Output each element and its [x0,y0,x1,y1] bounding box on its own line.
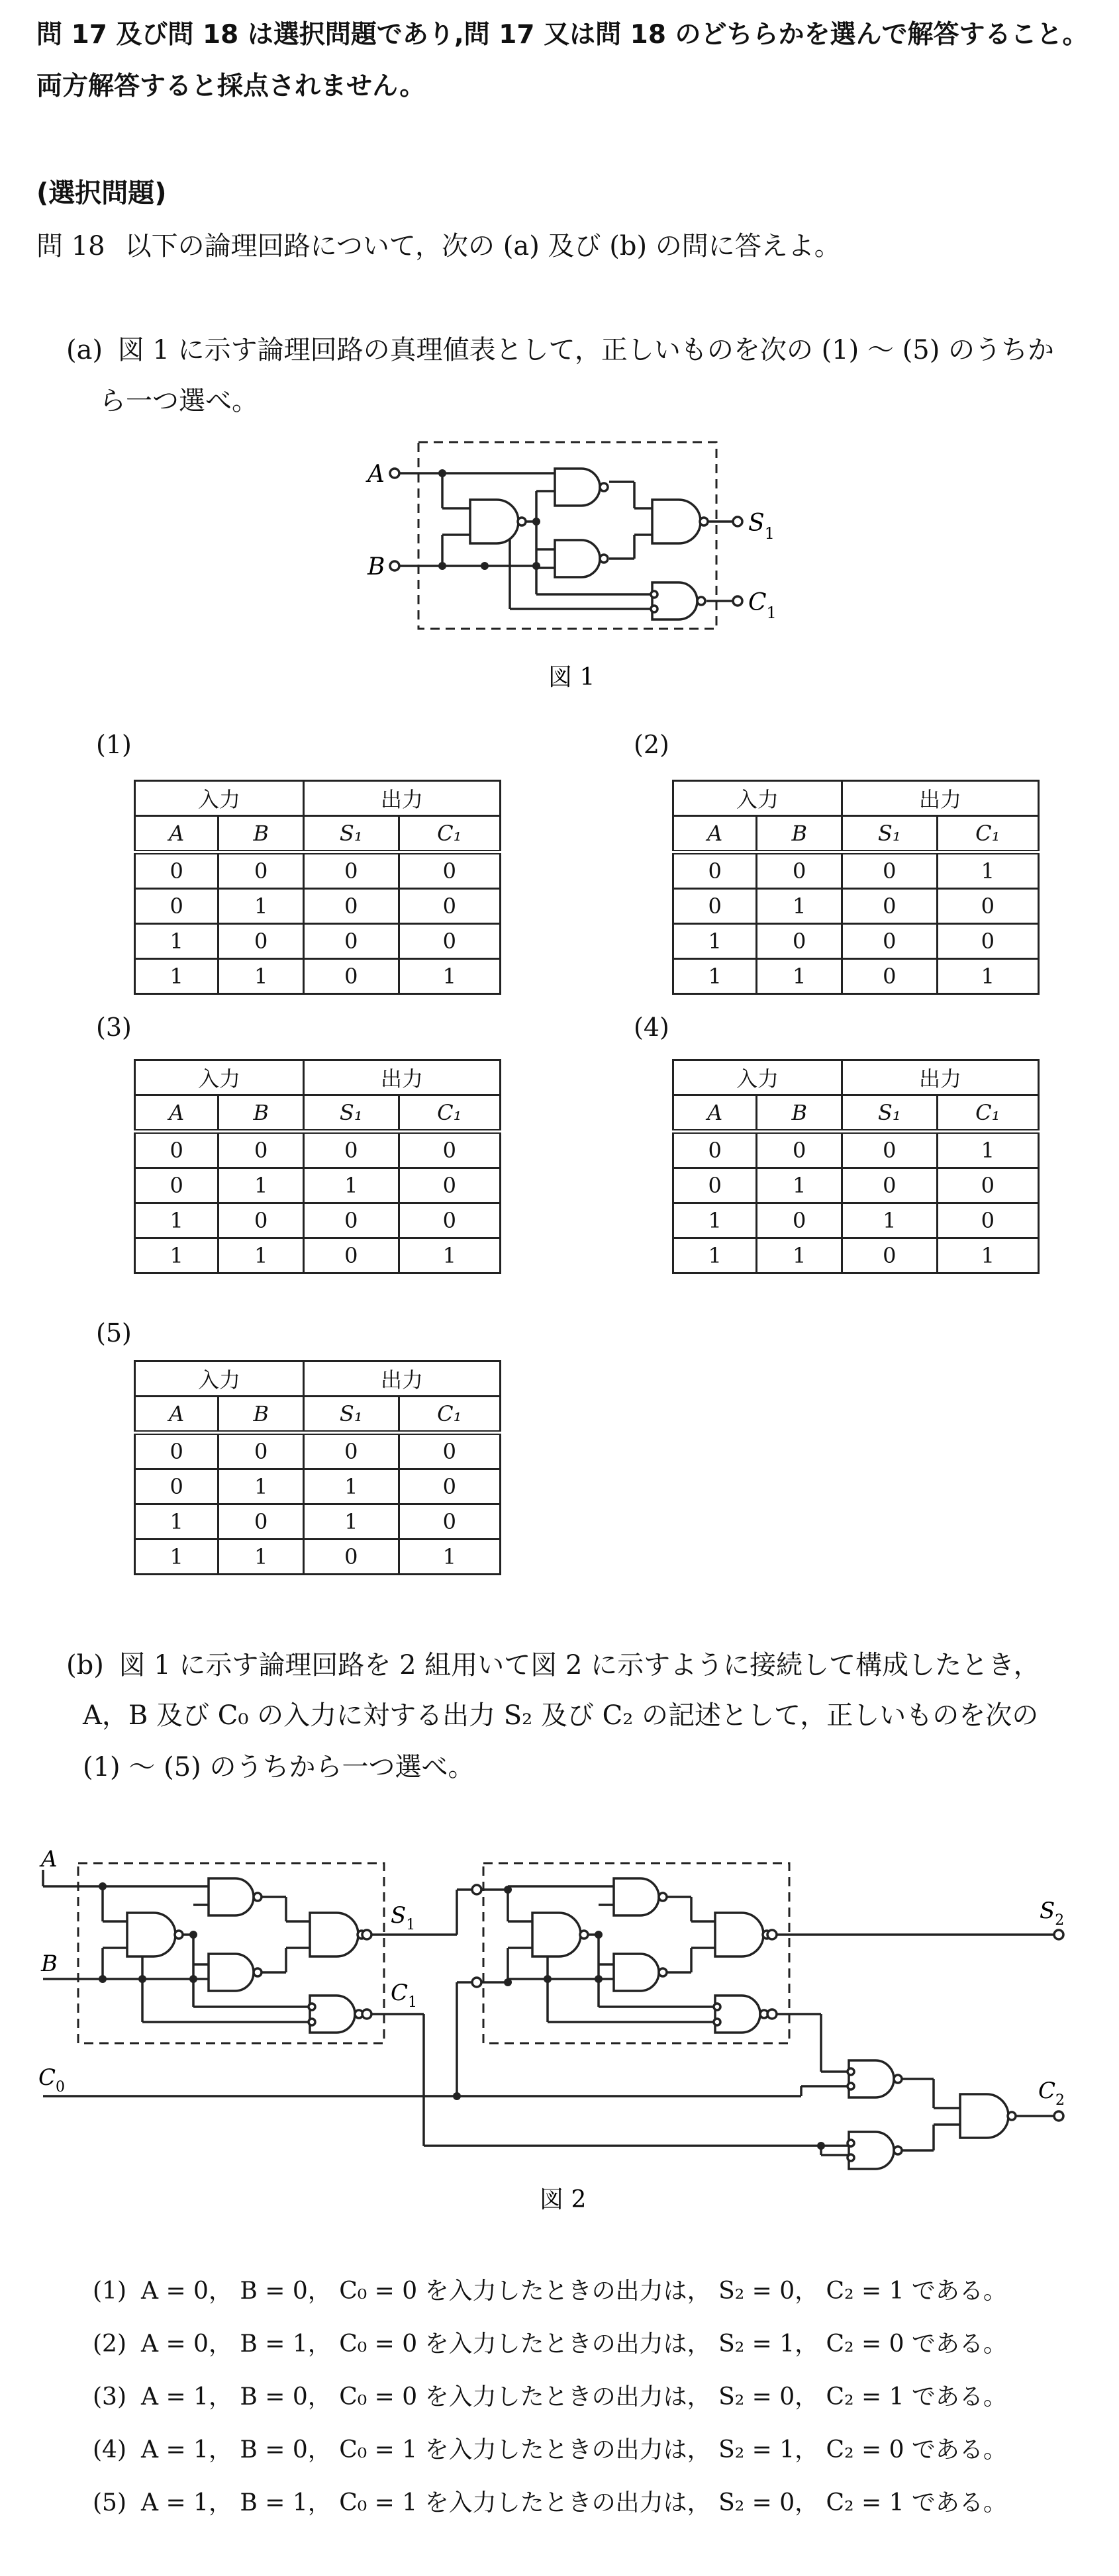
col-a: A [135,1397,219,1433]
table-label-1: (1) [96,730,132,759]
fig2-label-c1: $C_1$ [391,1980,418,2011]
header-input: 入力 [673,1060,842,1095]
truth-table-3 [134,1059,501,1274]
table-row: 1 1 0 1 [673,959,1039,994]
col-a: A [135,816,219,852]
part-a-text-1: 図 1 に示す論理回路の真理値表として，正しいものを次の (1) ～ (5) のうちか [117,335,1055,365]
option-number: (2) [93,2330,126,2358]
option-number: (4) [93,2436,126,2463]
col-c1: C₁ [937,816,1038,852]
col-c1: C₁ [399,1397,500,1433]
table-row: 0 0 0 0 [135,1433,501,1469]
table-row: 0 1 0 0 [673,1168,1039,1203]
fig2-label-b: B [41,1951,58,1977]
fig2-label-s2: $S_2$ [1040,1898,1065,1929]
col-b: B [757,816,842,852]
header-input: 入力 [673,781,842,816]
table-row: 1 0 1 0 [135,1504,501,1540]
question-text: 以下の論理回路について，次の (a) 及び (b) の問に答えよ。 [124,231,841,261]
header-output: 出力 [842,1060,1038,1095]
fig2-caption: 図 2 [540,2186,587,2213]
option-1 [93,2277,1007,2305]
table-row: 1 1 0 1 [135,1238,501,1273]
table-row: 1 1 0 1 [135,959,501,994]
header-output: 出力 [303,781,500,816]
table-row: 0 0 0 1 [673,1132,1039,1168]
option-2 [93,2330,1007,2358]
option-number: (3) [93,2383,126,2411]
col-c1: C₁ [399,1095,500,1132]
fig2-label-a: A [41,1846,58,1872]
fig1-label-c1: $C_1$ [748,589,777,622]
truth-table-5 [134,1360,501,1575]
part-b-line-2: A，B 及び C₀ の入力に対する出力 S₂ 及び C₂ の記述として，正しいものを次の [83,1700,1039,1731]
table-row: 1 0 1 0 [673,1203,1039,1238]
option-3 [93,2383,1007,2411]
col-b: B [219,1095,304,1132]
col-s1: S₁ [303,816,399,852]
col-b: B [757,1095,842,1132]
fig2-label-c2: $C_2$ [1038,2078,1065,2109]
col-s1: S₁ [303,1095,399,1132]
option-5 [93,2489,1007,2517]
col-c1: C₁ [937,1095,1038,1132]
truth-table-1 [134,780,501,995]
figure-2-circuit [0,1833,1119,2231]
fig1-label-s1: $S_1$ [748,510,775,543]
intro-line-1: 問 17 及び問 18 は選択問題であり,問 17 又は問 18 のどちらかを選んで解答すること。 [36,20,1089,50]
option-number: (1) [93,2277,126,2305]
part-b-line-1 [66,1649,1040,1681]
col-b: B [219,816,304,852]
table-label-5: (5) [96,1318,132,1348]
col-c1: C₁ [399,816,500,852]
table-row: 0 0 0 0 [135,852,501,889]
option-text: A = 0， B = 0， C₀ = 0 を入力したときの出力は， S₂ = 0， C₂ = 1 である。 [141,2277,1007,2305]
table-row: 0 1 0 0 [135,889,501,924]
question-number: 問 18 [36,231,105,261]
figure-1-circuit [0,0,1119,728]
part-b-line-3: (1) ～ (5) のうちから一つ選べ。 [83,1752,475,1782]
table-label-4: (4) [634,1013,669,1042]
table-label-3: (3) [96,1013,132,1042]
header-output: 出力 [303,1361,500,1397]
col-b: B [219,1397,304,1433]
fig1-label-a: A [367,461,385,488]
part-a-line-2: ら一つ選べ。 [99,386,258,416]
table-row: 0 0 0 1 [673,852,1039,889]
col-s1: S₁ [303,1397,399,1433]
table-row: 0 1 0 0 [673,889,1039,924]
option-text: A = 1， B = 0， C₀ = 0 を入力したときの出力は， S₂ = 0， C₂ = 1 である。 [141,2383,1007,2411]
table-row: 1 1 0 1 [673,1238,1039,1273]
col-a: A [673,816,757,852]
col-s1: S₁ [842,816,937,852]
col-s1: S₁ [842,1095,937,1132]
fig1-label-b: B [367,553,385,580]
table-row: 1 0 0 0 [135,924,501,959]
table-row: 1 0 0 0 [673,924,1039,959]
header-output: 出力 [303,1060,500,1095]
table-row: 1 0 0 0 [135,1203,501,1238]
part-b-label: (b) [66,1650,104,1680]
option-4 [93,2436,1007,2464]
truth-table-4 [672,1059,1040,1274]
section-heading: (選択問題) [36,178,167,208]
header-input: 入力 [135,1361,304,1397]
col-a: A [673,1095,757,1132]
fig2-label-s1: $S_1$ [391,1902,416,1933]
option-text: A = 1， B = 0， C₀ = 1 を入力したときの出力は， S₂ = 1， C₂ = 0 である。 [141,2436,1007,2463]
table-row: 0 1 1 0 [135,1469,501,1504]
part-a-label: (a) [66,335,103,365]
option-number: (5) [93,2489,126,2516]
header-input: 入力 [135,781,304,816]
col-a: A [135,1095,219,1132]
intro-line-2: 両方解答すると採点されません。 [36,71,426,101]
truth-table-2 [672,780,1040,995]
header-output: 出力 [842,781,1038,816]
table-label-2: (2) [634,730,669,759]
header-input: 入力 [135,1060,304,1095]
option-text: A = 0， B = 1， C₀ = 0 を入力したときの出力は， S₂ = 1， C₂ = 0 である。 [141,2330,1007,2358]
table-row: 1 1 0 1 [135,1540,501,1575]
fig1-caption: 図 1 [548,664,595,691]
table-row: 0 1 1 0 [135,1168,501,1203]
option-text: A = 1， B = 1， C₀ = 1 を入力したときの出力は， S₂ = 0， C₂ = 1 である。 [141,2489,1007,2516]
fig2-label-c0: $C_0$ [38,2064,66,2095]
table-row: 0 0 0 0 [135,1132,501,1168]
part-b-text-1: 図 1 に示す論理回路を 2 組用いて図 2 に示すように接続して構成したとき， [119,1650,1040,1680]
